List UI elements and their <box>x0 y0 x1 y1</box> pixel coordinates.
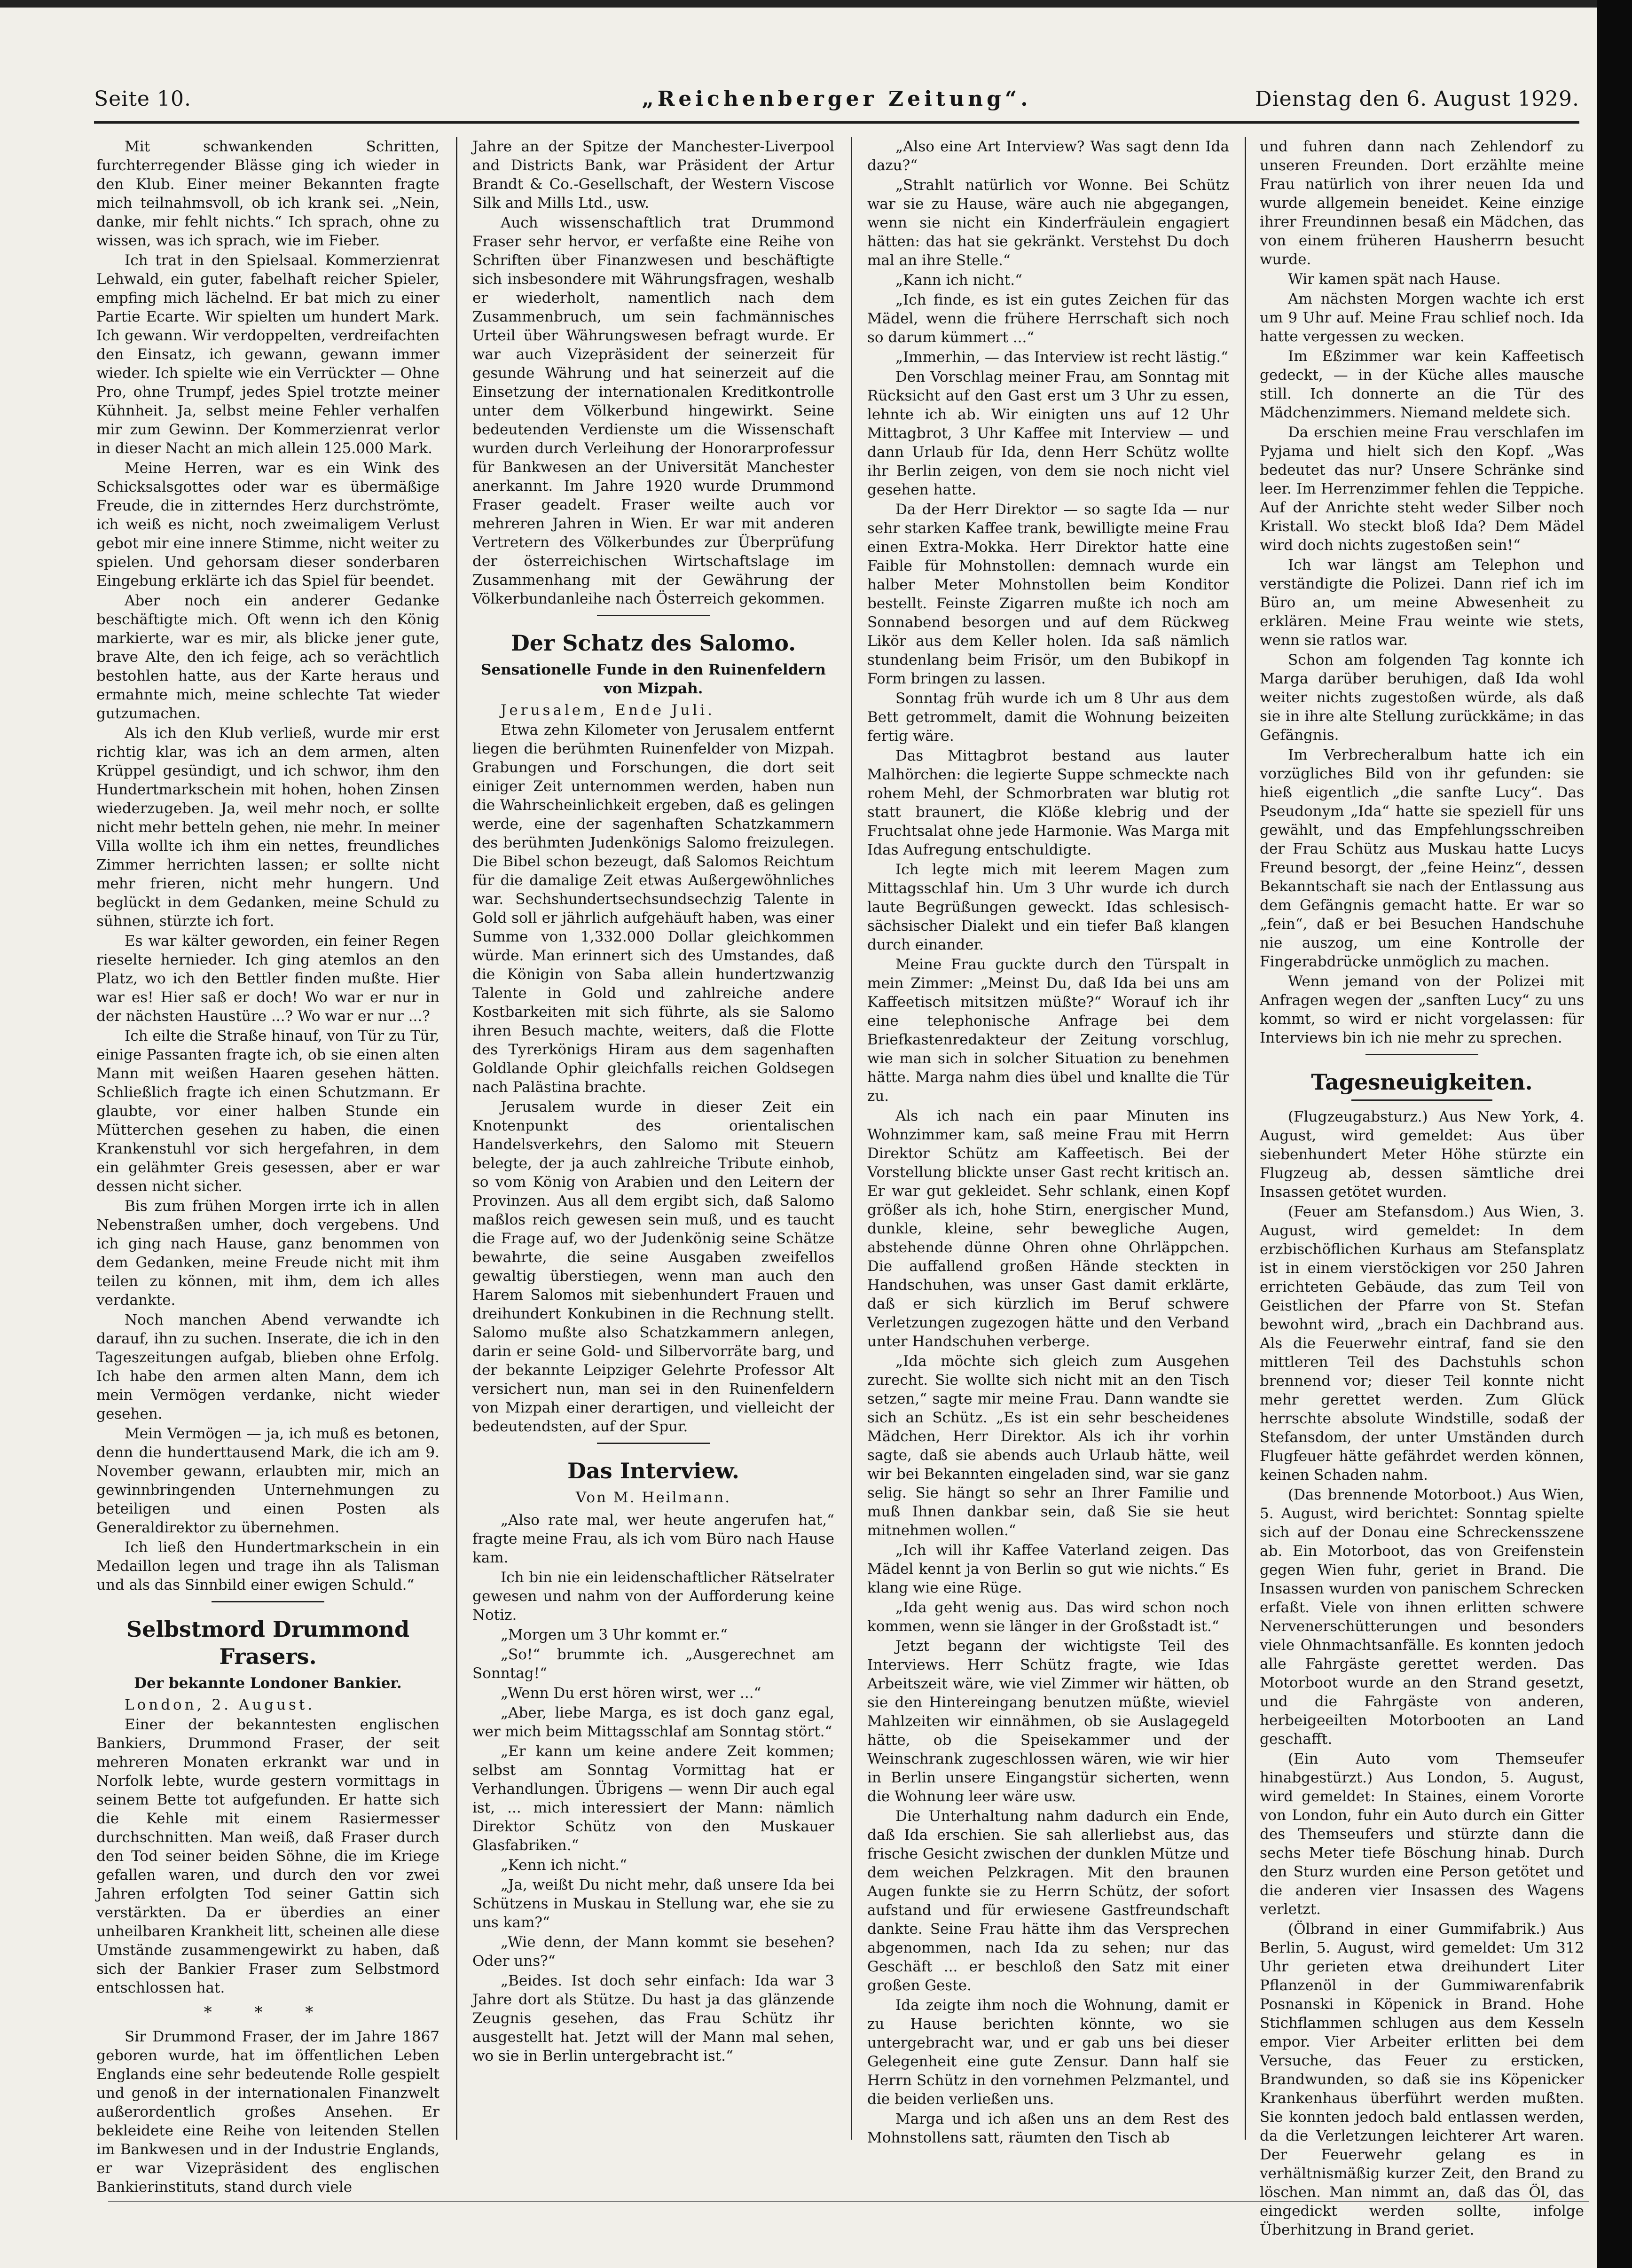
paragraph: Ich war längst am Telephon und verständigte die Polizei. Dann rief ich im Büro an, um meine Abwesenheit zu erklären. Meine Frau weinte wie stets, wenn sie ratlos war. <box>1260 557 1584 649</box>
paragraph: Meine Herren, war es ein Wink des Schicksalsgottes oder war es übermäßige Freude, die in zitterndes Herz durchströmte, ich weiß es nicht, noch zweimaligem Verlust gebot mir eine innere Stimme, nicht weiter zu spielen. Und gehorsam dieser sonderbaren Eingebung erklärte ich das Spiel für beendet. <box>96 460 439 589</box>
news-item: (Feuer am Stefansdom.) Aus Wien, 3. August, wird gemeldet: In dem erzbischöflichen Kurhaus am Stefansplatz ist in einem vierstöckigen vor 250 Jahren errichteten Gebäude, das zum Teil von Geistlichen der Pfarre von St. Stefan bewohnt wird, „brach ein Dachbrand aus. Als die Feuerwehr eintraf, fand sie den mittleren Teil des Dachstuhls schon brennend vor; dieser Teil konnte nicht mehr gerettet werden. Zum Glück herrschte absolute Windstille, sodaß der Stefansdom, der unter Umständen durch Flugfeuer hätte gefährdet werden können, keinen Schaden nahm. <box>1260 1203 1584 1483</box>
scan-top-border <box>0 0 1597 8</box>
paragraph: „Ida geht wenig aus. Das wird schon noch kommen, wenn sie länger in der Großstadt ist.“ <box>867 1599 1229 1635</box>
paragraph: Im Eßzimmer war kein Kaffeetisch gedeckt, — in der Küche alles mausche still. Ich donnerte an die Tür des Mädchenzimmers. Niemand meldete sich. <box>1260 348 1584 421</box>
paragraph: Jerusalem wurde in dieser Zeit ein Knotenpunkt des orientalischen Handelsverkehrs, den Salomo mit Steuern belegte, der ja auch zahlreiche Tribute einhob, so vom König von Arabien und den Leitern der Provinzen. Aus all dem ergibt sich, daß Salomo maßlos reich gewesen sein muß, und es taucht die Frage auf, wo der Judenkönig seine Schätze bewahrte, die seine Ausgaben zweifellos gewaltig überstiegen, wenn man auch den Harem Salomos mit siebenhundert Frauen und dreihundert Konkubinen in die Rechnung stellt. Salomo mußte also Schatzkammern anlegen, darin er seine Gold- und Silbervorräte barg, und der bekannte Leipziger Gelehrte Professor Alt versichert nun, man sei in den Ruinenfeldern von Mizpah einer derartigen, und vielleicht der bedeutendsten, auf der Spur. <box>472 1099 834 1435</box>
section-rule <box>212 1601 324 1602</box>
paragraph: Noch manchen Abend verwandte ich darauf, ihn zu suchen. Inserate, die ich in den Tageszeitungen aufgab, blieben ohne Erfolg. Ich habe den armen alten Mann, dem ich mein Vermögen verdanke, nicht wieder gesehen. <box>96 1311 439 1422</box>
section-rule <box>597 1443 710 1444</box>
column-4 <box>1260 137 1584 2238</box>
article-heading: Der Schatz des Salomo. <box>510 630 796 656</box>
paragraph: „Aber, liebe Marga, es ist doch ganz egal, wer mich beim Mittagsschlaf am Sonntag stört.“ <box>472 1704 834 1740</box>
paragraph: Bis zum frühen Morgen irrte ich in allen Nebenstraßen umher, doch vergebens. Und ich ging nach Hause, ganz benommen von dem Gedanken, meine Freude nicht mit ihm teilen zu können, mit ihm, dem ich alles verdankte. <box>96 1198 439 1309</box>
paragraph: „Ida möchte sich gleich zum Ausgehen zurecht. Sie wollte sich nicht mit an den Tisch setzen,“ sagte mir meine Frau. Dann wandte sie sich an Schütz. „Es ist ein sehr bescheidenes Mädchen, Herr Direktor. Als ich ihr vorhin sagte, daß sie abends auch Urlaub hätte, weil wir bei Bekannten eingeladen sind, war sie ganz selig. Sie hängt so sehr an Ihrer Familie und muß Ihnen dankbar sein, daß Sie sie heut mitnehmen wollen.“ <box>867 1353 1229 1539</box>
paragraph: „Strahlt natürlich vor Wonne. Bei Schütz war sie zu Hause, wäre auch nie abgegangen, wenn sie nicht ein Kinderfräulein engagiert hätten: das hat sie gekränkt. Verstehst Du doch mal an ihre Stelle.“ <box>867 177 1229 269</box>
paragraph: Ich legte mich mit leerem Magen zum Mittagsschlaf hin. Um 3 Uhr wurde ich durch laute Begrüßungen geweckt. Idas schlesisch-sächsischer Dialekt und ein tiefer Baß klangen durch einander. <box>867 861 1229 953</box>
scan-right-border <box>1597 0 1632 2268</box>
paragraph: Als ich nach ein paar Minuten ins Wohnzimmer kam, saß meine Frau mit Herrn Direktor Schütz am Kaffeetisch. Bei der Vorstellung blickte unser Gast recht kritisch an. Er war gut gekleidet. Sehr schlank, einen Kopf größer als ich, hohe Stirn, energischer Mund, dunkle, kleine, sehr bewegliche Augen, abstehende dünne Ohren ohne Ohrläppchen. Die auffallend großen Hände steckten in Handschuhen, was unser Gast damit erklärte, daß er sich kürzlich im Beruf schwere Verletzungen zugezogen hätte und den Verband unter Handschuhen verberge. <box>867 1107 1229 1350</box>
paragraph: Wenn jemand von der Polizei mit Anfragen wegen der „sanften Lucy“ zu uns kommt, so wird er nicht vorgelassen: für Interviews bin ich nie mehr zu sprechen. <box>1260 973 1584 1046</box>
column-2 <box>472 137 834 2149</box>
paragraph: Sonntag früh wurde ich um 8 Uhr aus dem Bett getrommelt, damit die Wohnung beizeiten fertig wäre. <box>867 690 1229 745</box>
paragraph: Es war kälter geworden, ein feiner Regen rieselte hernieder. Ich ging atemlos an den Platz, wo ich den Bettler finden mußte. Hier war es! Hier saß er doch! Wo war er nur in der nächsten Haustüre ...? Wo war er nur ...? <box>96 933 439 1025</box>
paragraph: Da erschien meine Frau verschlafen im Pyjama und hielt sich den Kopf. „Was bedeutet das nur? Unsere Schränke sind leer. Im Herrenzimmer fehlen die Teppiche. Auf der Anrichte steht weder Silber noch Kristall. Wo steckt bloß Ida? Dem Mädel wird doch nichts zugestoßen sein!“ <box>1260 424 1584 554</box>
paragraph: Jetzt begann der wichtigste Teil des Interviews. Herr Schütz fragte, wie Idas Arbeitszeit wäre, wie viel Zimmer wir hätten, ob sie den Hintereingang benutzen müßte, wieviel Mahlzeiten wir einnähmen, ob sie Auslagegeld hätte, ob die Speisekammer und der Weinschrank zugeschlossen wären, wie wir hier in Berlin unsere Eingangstür sicherten, wenn die Wohnung leer wäre usw. <box>867 1638 1229 1805</box>
paragraph: Die Unterhaltung nahm dadurch ein Ende, daß Ida erschien. Sie sah allerliebst aus, das frische Gesicht zwischen der dunklen Mütze und dem weichen Pelzkragen. Mit den braunen Augen funkte sie zu Herrn Schütz, der sofort aufstand und für erwiesene Gastfreundschaft dankte. Seine Frau hätte ihm das Versprechen abgenommen, nach Ida zu sehen; nur das Geschäft ... er beschloß den Satz mit einer großen Geste. <box>867 1808 1229 1994</box>
paragraph: „Ich will ihr Kaffee Vaterland zeigen. Das Mädel kennt ja von Berlin so gut wie nichts.“ Es klang wie eine Rüge. <box>867 1542 1229 1596</box>
paragraph: Ich bin nie ein leidenschaftlicher Rätselrater gewesen und nahm von der Aufforderung keine Notiz. <box>472 1569 834 1624</box>
article-subheading: Sensationelle Funde in den Ruinenfeldern von Mizpah. <box>481 661 826 697</box>
header-rule <box>94 121 1579 124</box>
dateline: Jerusalem, Ende Juli. <box>501 702 715 719</box>
paragraph: Auch wissenschaftlich trat Drummond Fraser sehr hervor, er verfaßte eine Reihe von Schriften über Finanzwesen und beschäftigte sich insbesondere mit Währungsfragen, weshalb er wiederholt, namentlich nach dem Zusammenbruch, um sein fachmännisches Urteil über Währungswesen befragt wurde. Er war auch Vizepräsident der seinerzeit für gesunde Währung und hat seinerzeit auf die Einsetzung der internationalen Kreditkontrolle unter dem Völkerbund hingewirkt. Seine bedeutenden Verdienste um die Wissenschaft wurden durch Verleihung der Honorarprofessur für Bankwesen an der Universität Manchester anerkannt. Im Jahre 1920 wurde Drummond Fraser geadelt. Fraser weilte auch vor mehreren Jahren in Wien. Er war mit anderen Vertretern des Völkerbundes zur Überprüfung der österreichischen Wirtschaftslage im Zusammenhang mit der Gewährung der Völkerbundanleihe nach Österreich gekommen. <box>472 214 834 607</box>
paragraph: Schon am folgenden Tag konnte ich Marga darüber beruhigen, daß Ida wohl weiter nichts zugestoßen würde, als daß sie in ihre alte Stellung zurückkäme; in das Gefängnis. <box>1260 651 1584 744</box>
paragraph: Als ich den Klub verließ, wurde mir erst richtig klar, was ich an dem armen, alten Krüppel gesündigt, und ich schwor, ihm den Hundertmarkschein mit hohen, hohen Zinsen wiederzugeben. Ja, weil mehr noch, er sollte nicht mehr betteln gehen, nie mehr. In meiner Villa wollte ich ihm ein nettes, freundliches Zimmer herrichten lassen; er sollte nicht mehr frieren, nicht mehr hungern. Und beglückt in dem Gedanken, meine Schuld zu sühnen, stürzte ich fort. <box>96 725 439 930</box>
paragraph: Ich trat in den Spielsaal. Kommerzienrat Lehwald, ein guter, fabelhaft reicher Spieler, empfing mich lächelnd. Er bat mich zu einer Partie Ecarte. Wir spielten um hundert Mark. Ich gewann. Wir verdoppelten, verdreifachten den Einsatz, ich gewann, gewann immer wieder. Ich spielte wie ein Verrückter — Ohne Pro, ohne Trumpf, jedes Spiel trotzte meiner Kühnheit. Ja, selbst meine Fehler verhalfen mir zum Gewinn. Der Kommerzienrat verlor in dieser Nacht an mich allein 125.000 Mark. <box>96 252 439 457</box>
paragraph: Da der Herr Direktor — so sagte Ida — nur sehr starken Kaffee trank, bewilligte meine Frau einen Extra-Mokka. Herr Direktor hatte eine Faible für Mohnstollen: demnach wurde ein halber Meter Mohnstollen beim Konditor bestellt. Feinste Zigarren mußte ich noch am Sonnabend besorgen und auf dem Rückweg Likör aus dem Keller holen. Ida saß nämlich stundenlang beim Frisör, um den Bubikopf in Form bringen zu lassen. <box>867 501 1229 687</box>
paragraph: und fuhren dann nach Zehlendorf zu unseren Freunden. Dort erzählte meine Frau natürlich von ihrer neuen Ida und wurde allgemein beneidet. Keine einzige ihrer Freundinnen besaß ein Mädchen, das von einem früheren Hausherrn besucht wurde. <box>1260 138 1584 268</box>
paragraph: Im Verbrecheralbum hatte ich ein vorzügliches Bild von ihr gefunden: sie hieß eigentlich „die sanfte Lucy“. Das Pseudonym „Ida“ hatte sie speziell für uns gewählt, und das Empfehlungsschreiben der Frau Schütz aus Muskau hatte Lucys Freund besorgt, der „feine Heinz“, dessen Bekanntschaft sie nach der Entlassung aus dem Gefängnis gemacht hatte. Er war so „fein“, daß er bei Besuchen Handschuhe nie auszog, um eine Kontrolle der Fingerabdrücke unmöglich zu machen. <box>1260 746 1584 970</box>
paragraph: Wir kamen spät nach Hause. <box>1288 271 1501 288</box>
news-item: (Ein Auto vom Themseufer hinabgestürzt.) Aus London, 5. August, wird gemeldet: In Staines, einem Vororte von London, fuhr ein Auto durch ein Gitter des Themseufers und stürzte dann die sechs Meter tiefe Böschung hinab. Durch den Sturz wurden eine Person getötet und die anderen vier Insassen des Wagens verletzt. <box>1260 1750 1584 1918</box>
section-stars: * * * <box>204 2003 332 2022</box>
article-heading: Das Interview. <box>567 1458 739 1483</box>
footer-rule <box>108 2201 1589 2202</box>
section-rule <box>597 615 710 616</box>
paragraph: Ich ließ den Hundertmarkschein in ein Medaillon legen und trage ihn als Talisman und als das Sinnbild einer ewigen Schuld.“ <box>96 1539 439 1593</box>
dateline: London, 2. August. <box>125 1696 315 1713</box>
column-3 <box>867 137 1229 2149</box>
paragraph: „Wie denn, der Mann kommt sie besehen? Oder uns?“ <box>472 1934 834 1970</box>
paragraph: „Morgen um 3 Uhr kommt er.“ <box>501 1626 728 1643</box>
paragraph: „Also rate mal, wer heute angerufen hat,“ fragte meine Frau, als ich vom Büro nach Hause kam. <box>472 1512 834 1566</box>
page-number: Seite 10. <box>94 87 191 111</box>
news-item: (Ölbrand in einer Gummifabrik.) Aus Berlin, 5. August, wird gemeldet: Um 312 Uhr gerieten etwa dreihundert Liter Pflanzenöl in der Gummiwarenfabrik Posnanski in Köpenick in Brand. Hohe Stichflammen schlugen aus dem Kesseln empor. Vier Arbeiter erlitten bei dem Versuche, das Feuer zu ersticken, Brandwunden, so daß sie ins Köpenicker Krankenhaus überführt werden mußten. Sie konnten jedoch bald entlassen werden, da die Verletzungen leichterer Art waren. Der Feuerwehr gelang es in verhältnismäßig kurzer Zeit, den Brand zu löschen. Man nimmt an, daß das Öl, das eingedickt werden sollte, infolge Überhitzung in Brand geriet. <box>1260 1921 1584 2238</box>
paragraph: Etwa zehn Kilometer von Jerusalem entfernt liegen die berühmten Ruinenfelder von Mizpah. Grabungen und Forschungen, die dort seit einiger Zeit unternommen werden, haben nun die Wahrscheinlichkeit ergeben, daß es gelingen werde, eine der sagenhaften Schatzkammern des berühmten Judenkönigs Salomo freizulegen. Die Bibel schon bezeugt, daß Salomos Reichtum für die damalige Zeit etwas Außergewöhnliches war. Sechshundertsechsundsechzig Talente in Gold soll er jährlich aufgehäuft haben, was einer Summe von 1,332.000 Dollar gleichkommen würde. Man erinnert sich des Umstandes, daß die Königin von Saba allein hundertzwanzig Talente in Gold und zahlreiche andere Kostbarkeiten mit sich führte, als sie Salomo ihren Besuch machte, weiters, daß die Flotte des Tyrerkönigs Hiram aus dem sagenhaften Goldlande Ophir gleichfalls reichen Goldsegen nach Palästina brachte. <box>472 722 834 1096</box>
article-subheading: Der bekannte Londoner Bankier. <box>134 1675 402 1692</box>
paragraph: Mit schwankenden Schritten, furchterregender Blässe ging ich wieder in den Klub. Einer meiner Bekannten fragte mich teilnahmsvoll, ob ich krank sei. „Nein, danke, mir fehlt nichts.“ Ich sprach, ohne zu wissen, was ich sprach, wie im Fieber. <box>96 138 439 249</box>
paragraph: „So!“ brummte ich. „Ausgerechnet am Sonntag!“ <box>472 1646 834 1682</box>
article-heading: Tagesneuigkeiten. <box>1311 1069 1533 1095</box>
paragraph: Am nächsten Morgen wachte ich erst um 9 Uhr auf. Meine Frau schlief noch. Ida hatte vergessen zu wecken. <box>1260 290 1584 345</box>
article-heading: Selbstmord Drummond Frasers. <box>126 1617 410 1669</box>
news-item: (Das brennende Motorboot.) Aus Wien, 5. August, wird berichtet: Sonntag spielte sich auf der Donau eine Schreckensszene ab. Ein Motorboot, das von Greifenstein gegen Wien fuhr, geriet in Brand. Die Insassen wurden von panischem Schrecken erfaßt. Viele von ihnen erlitten schwere Nervenerschütterungen und besonders viele Ohnmachtsanfälle. Es konnten jedoch alle Fahrgäste gerettet werden. Das Motorboot wurde an den Strand gesetzt, und die Fahrgäste von anderen, herbeigeeilten Motorbooten an Land geschafft. <box>1260 1486 1584 1748</box>
newspaper-title: „Reichenberger Zeitung“. <box>642 87 1032 111</box>
paragraph: „Ich finde, es ist ein gutes Zeichen für das Mädel, wenn die frühere Herrschaft sich noch so darum kümmert ...“ <box>867 291 1229 346</box>
paragraph: Den Vorschlag meiner Frau, am Sonntag mit Rücksicht auf den Gast erst um 3 Uhr zu essen, lehnte ich ab. Wir einigten uns auf 12 Uhr Mittagbrot, 3 Uhr Kaffee mit Interview — und dann Urlaub für Ida, denn Herr Schütz wollte ihr Berlin zeigen, von dem sie noch nicht viel gesehen hatte. <box>867 369 1229 498</box>
paragraph: „Er kann um keine andere Zeit kommen; selbst am Sonntag Vormittag hat er Verhandlungen. Übrigens — wenn Dir auch egal ist, ... mich interessiert der Mann: nämlich Direktor Schütz von den Muskauer Glasfabriken.“ <box>472 1743 834 1854</box>
paragraph: „Immerhin, — das Interview ist recht lästig.“ <box>895 349 1228 366</box>
column-1 <box>96 137 439 2196</box>
issue-date: Dienstag den 6. August 1929. <box>1255 87 1579 111</box>
byline: Von M. Heilmann. <box>575 1489 731 1506</box>
column-divider <box>456 137 457 2140</box>
column-divider <box>851 137 852 2140</box>
page-header <box>94 87 1579 120</box>
paragraph: „Kann ich nicht.“ <box>895 272 1022 289</box>
paragraph: Ida zeigte ihm noch die Wohnung, damit er zu Hause berichten könnte, wo sie untergebracht war, und er gab uns bei dieser Gelegenheit eine gute Zensur. Dann half sie Herrn Schütz in den vornehmen Pelzmantel, und die beiden verließen uns. <box>867 1997 1229 2108</box>
paragraph: Aber noch ein anderer Gedanke beschäftigte mich. Oft wenn ich den König markierte, war es mir, als blicke jener gute, brave Alte, den ich feige, ach so verächtlich bestohlen hatte, aus der Karte heraus und ermahnte mich, meine schlechte Tat wieder gutzumachen. <box>96 592 439 722</box>
heading-underline <box>1351 1099 1492 1101</box>
paragraph: Meine Frau guckte durch den Türspalt in mein Zimmer: „Meinst Du, daß Ida bei uns am Kaffeetisch mitsitzen müßte?“ Worauf ich ihr eine telephonische Anfrage bei dem Briefkastenredakteur der Zeitung vorschlug, wie man sich in solcher Situation zu benehmen hätte. Marga nahm dies übel und knallte die Tür zu. <box>867 956 1229 1105</box>
paragraph: Marga und ich aßen uns an dem Rest des Mohnstollens satt, räumten den Tisch ab <box>867 2111 1229 2146</box>
column-divider <box>1245 137 1246 2140</box>
paragraph: Das Mittagbrot bestand aus lauter Malhörchen: die legierte Suppe schmeckte nach rohem Mehl, der Schmorbraten war blutig rot statt braunert, die Klöße klebrig und der Fruchtsalat ohne jede Harmonie. Was Marga mit Idas Aufregung entschuldigte. <box>867 747 1229 858</box>
paragraph: „Wenn Du erst hören wirst, wer ...“ <box>501 1685 761 1702</box>
paragraph: Jahre an der Spitze der Manchester-Liverpool and Districts Bank, war Präsident der Artur Brandt & Co.-Gesellschaft, der Western Viscose Silk and Mills Ltd., usw. <box>472 138 834 212</box>
paragraph: Ich eilte die Straße hinauf, von Tür zu Tür, einige Passanten fragte ich, ob sie einen alten Mann mit weißen Haaren gesehen hätten. Schließlich fragte ich einen Schutzmann. Er glaubte, vor einer halben Stunde ein Mütterchen gesehen zu haben, die einen Krankenstuhl vor sich hergefahren, in dem ein gelähmter Greis gesessen, aber er war dessen nicht sicher. <box>96 1028 439 1195</box>
news-item: (Flugzeugabsturz.) Aus New York, 4. August, wird gemeldet: Aus über siebenhundert Meter Höhe stürzte ein Flugzeug ab, dessen sämtliche drei Insassen getötet wurden. <box>1260 1108 1584 1201</box>
paragraph: „Also eine Art Interview? Was sagt denn Ida dazu?“ <box>867 138 1229 174</box>
paragraph: „Ja, weißt Du nicht mehr, daß unsere Ida bei Schützens in Muskau in Stellung war, ehe sie zu uns kam?“ <box>472 1876 834 1931</box>
paragraph: Mein Vermögen — ja, ich muß es betonen, denn die hunderttausend Mark, die ich am 9. November gewann, erlaubten mir, mich an gewinnbringenden Unternehmungen zu beteiligen und einen Posten als Generaldirektor zu übernehmen. <box>96 1425 439 1536</box>
paragraph: Einer der bekanntesten englischen Bankiers, Drummond Fraser, der seit mehreren Monaten erkrankt war und in Norfolk lebte, wurde gestern vormittags in seinem Bette tot aufgefunden. Er hatte sich die Kehle mit einem Rasiermesser durchschnitten. Man weiß, daß Fraser durch den Tod seiner beiden Söhne, die im Kriege gefallen waren, und durch den vor zwei Jahren erfolgten Tod seiner Gattin sich verstärkten. Da er überdies an einer unheilbaren Krankheit litt, scheinen alle diese Umstände zusammengewirkt zu haben, daß sich der Bankier Fraser zum Selbstmord entschlossen hat. <box>96 1716 439 1996</box>
paragraph: „Beides. Ist doch sehr einfach: Ida war 3 Jahre dort als Stütze. Du hast ja das glänzende Zeugnis gesehen, das Frau Schütz ihr ausgestellt hat. Jetzt will der Mann mal sehen, wo sie in Berlin untergebracht ist.“ <box>472 1972 834 2064</box>
paragraph: „Kenn ich nicht.“ <box>501 1857 627 1874</box>
section-rule <box>1365 1054 1478 1055</box>
paragraph: Sir Drummond Fraser, der im Jahre 1867 geboren wurde, hat im öffentlichen Leben Englands eine sehr bedeutende Rolle gespielt und genoß in der internationalen Finanzwelt außerordentlich großes Ansehen. Er bekleidete eine Reihe von leitenden Stellen im Bankwesen und in der Industrie Englands, er war Vizepräsident des englischen Bankierinstituts, stand durch viele <box>96 2028 439 2196</box>
